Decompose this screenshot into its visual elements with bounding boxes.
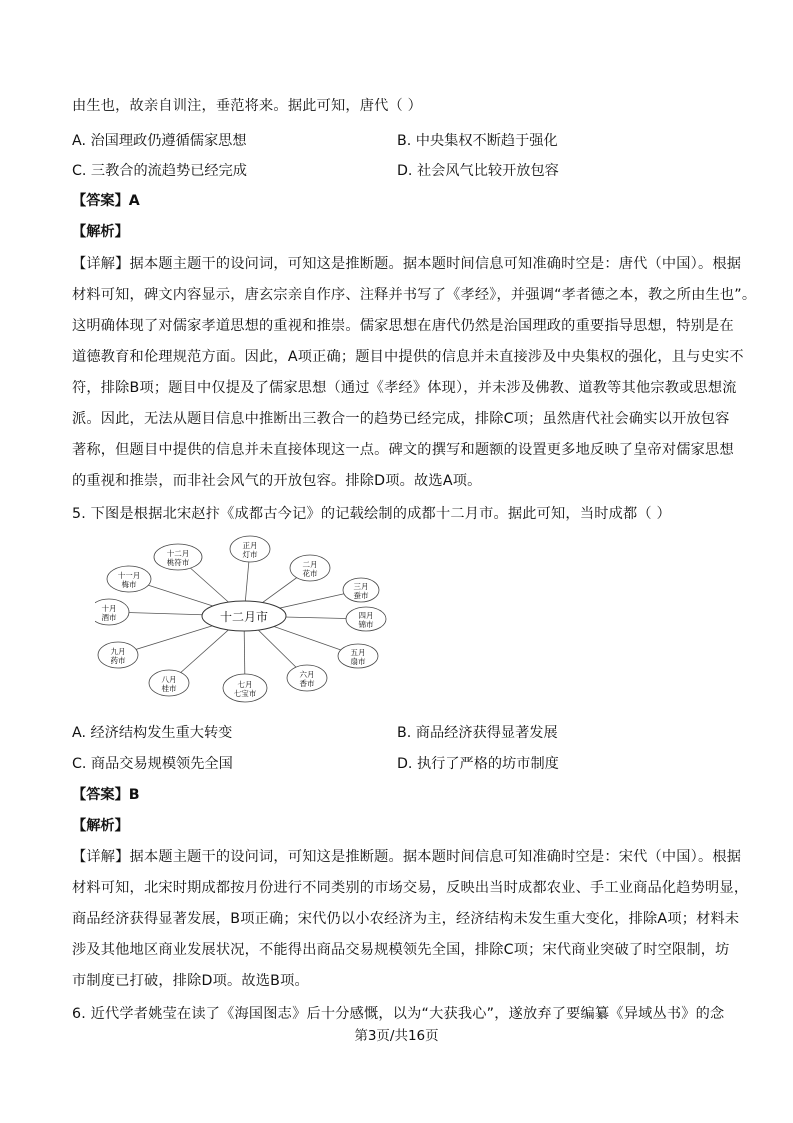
diagram-market-label: 酒市 <box>101 613 117 622</box>
q4-detail-line: 符，排除B项；题目中仅提及了儒家思想（通过《孝经》体现），并未涉及佛教、道教等其他宗教或思想流 <box>72 380 737 396</box>
twelve-month-market-diagram <box>95 535 415 705</box>
q5-analysis-label: 【解析】 <box>72 818 129 834</box>
q4-analysis-label: 【解析】 <box>72 224 129 240</box>
q4-option-b: B. 中央集权不断趋于强化 <box>397 133 558 149</box>
diagram-market-label: 桃符市 <box>166 558 190 567</box>
q4-detail-line: 派。因此，无法从题目信息中推断出三教合一的趋势已经完成，排除C项；虽然唐代社会确实以开放包容 <box>72 411 730 427</box>
q4-detail-line: 这明确体现了对儒家孝道思想的重视和推崇。儒家思想在唐代仍然是治国理政的重要指导思想，特别是在 <box>72 318 734 334</box>
q5-detail-line: 【详解】据本题主题干的设问词，可知这是推断题。据本题时间信息可知准确时空是：宋代（中国）。根据 <box>72 849 742 865</box>
diagram-month-node <box>338 644 378 668</box>
diagram-month-node <box>287 665 327 691</box>
q5-stem: 5. 下图是根据北宋赵抃《成都古今记》的记载绘制的成都十二月市。据此可知，当时成都（ ） <box>72 506 671 522</box>
page-footer: 第3页/共16页 <box>354 1028 439 1044</box>
diagram-month-label: 三月 <box>353 582 369 591</box>
diagram-market-label: 锦市 <box>358 620 374 629</box>
diagram-month-label: 二月 <box>302 560 318 569</box>
diagram-month-label: 正月 <box>242 541 258 550</box>
diagram-market-label: 花市 <box>302 569 318 578</box>
q5-option-a: A. 经济结构发生重大转变 <box>72 725 233 741</box>
diagram-market-label: 桂市 <box>161 684 177 693</box>
q4-detail-line: 道德教育和伦理规范方面。因此，A项正确；题目中提供的信息并未直接涉及中央集权的强化，且与史实不 <box>72 349 744 365</box>
diagram-month-label: 十二月 <box>166 549 190 558</box>
diagram-month-node <box>346 607 386 631</box>
diagram-month-node <box>95 599 129 625</box>
q4-answer: 【答案】A <box>72 193 140 209</box>
diagram-market-label: 七宝市 <box>233 689 257 698</box>
diagram-month-node <box>230 536 270 562</box>
q5-option-b: B. 商品经济获得显著发展 <box>397 725 558 741</box>
diagram-month-label: 七月 <box>237 680 253 689</box>
q5-detail-line: 商品经济获得显著发展，B项正确；宋代仍以小农经济为主，经济结构未发生重大变化，排除A项；材料未 <box>72 911 740 927</box>
q4-detail-line: 【详解】据本题主题干的设问词，可知这是推断题。据本题时间信息可知准确时空是：唐代（中国）。根据 <box>72 256 742 272</box>
q4-detail-line: 著称，但题目中提供的信息并未直接体现这一点。碑文的撰写和题额的设置更多地反映了皇帝对儒家思想 <box>72 442 734 458</box>
q5-detail-line: 市制度已打破，排除D项。故选B项。 <box>72 973 309 989</box>
q5-detail-line: 涉及其他地区商业发展状况，不能得出商品交易规模领先全国，排除C项；宋代商业突破了时空限制，坊 <box>72 942 730 958</box>
diagram-month-node <box>154 544 202 570</box>
diagram-market-label: 灯市 <box>242 550 258 559</box>
q4-detail-line: 材料可知，碑文内容显示，唐玄宗亲自作序、注释并书写了《孝经》，并强调“孝者德之本，教之所由生也”。 <box>72 287 757 303</box>
diagram-market-label: 药市 <box>110 656 126 665</box>
diagram-month-node <box>107 566 151 592</box>
q5-answer: 【答案】B <box>72 787 140 803</box>
diagram-month-node <box>223 674 267 702</box>
diagram-month-node <box>290 555 330 581</box>
diagram-month-node <box>149 670 189 696</box>
diagram-month-label: 五月 <box>350 648 366 657</box>
diagram-month-label: 六月 <box>299 670 315 679</box>
diagram-month-label: 八月 <box>161 675 177 684</box>
q6-stem: 6. 近代学者姚莹在读了《海国图志》后十分感慨，以为“大获我心”，遂放弃了要编纂《异域丛书》的念 <box>72 1006 725 1022</box>
q5-detail-line: 材料可知，北宋时期成都按月份进行不同类别的市场交易，反映出当时成都农业、手工业商品化趋势明显， <box>72 880 749 896</box>
diagram-market-label: 蚕市 <box>353 591 369 600</box>
q4-stem-tail: 由生也，故亲自训注，垂范将来。据此可知，唐代（ ） <box>72 98 423 114</box>
q4-detail-line: 的重视和推崇，而非社会风气的开放包容。排除D项。故选A项。 <box>72 473 482 489</box>
diagram-month-label: 九月 <box>110 647 126 656</box>
diagram-month-label: 四月 <box>358 611 374 620</box>
diagram-month-label: 十月 <box>101 604 117 613</box>
diagram-market-label: 梅市 <box>121 580 137 589</box>
q5-option-d: D. 执行了严格的坊市制度 <box>397 756 559 772</box>
diagram-market-label: 香市 <box>299 679 315 688</box>
diagram-month-node <box>98 642 138 668</box>
q5-option-c: C. 商品交易规模领先全国 <box>72 756 233 772</box>
q4-option-d: D. 社会风气比较开放包容 <box>397 163 559 179</box>
diagram-month-label: 十一月 <box>117 571 141 580</box>
q4-option-c: C. 三教合的流趋势已经完成 <box>72 163 247 179</box>
diagram-market-label: 扇市 <box>350 657 366 666</box>
q4-option-a: A. 治国理政仍遵循儒家思想 <box>72 133 247 149</box>
diagram-center-label: 十二月市 <box>219 610 269 624</box>
diagram-month-node <box>343 578 379 602</box>
